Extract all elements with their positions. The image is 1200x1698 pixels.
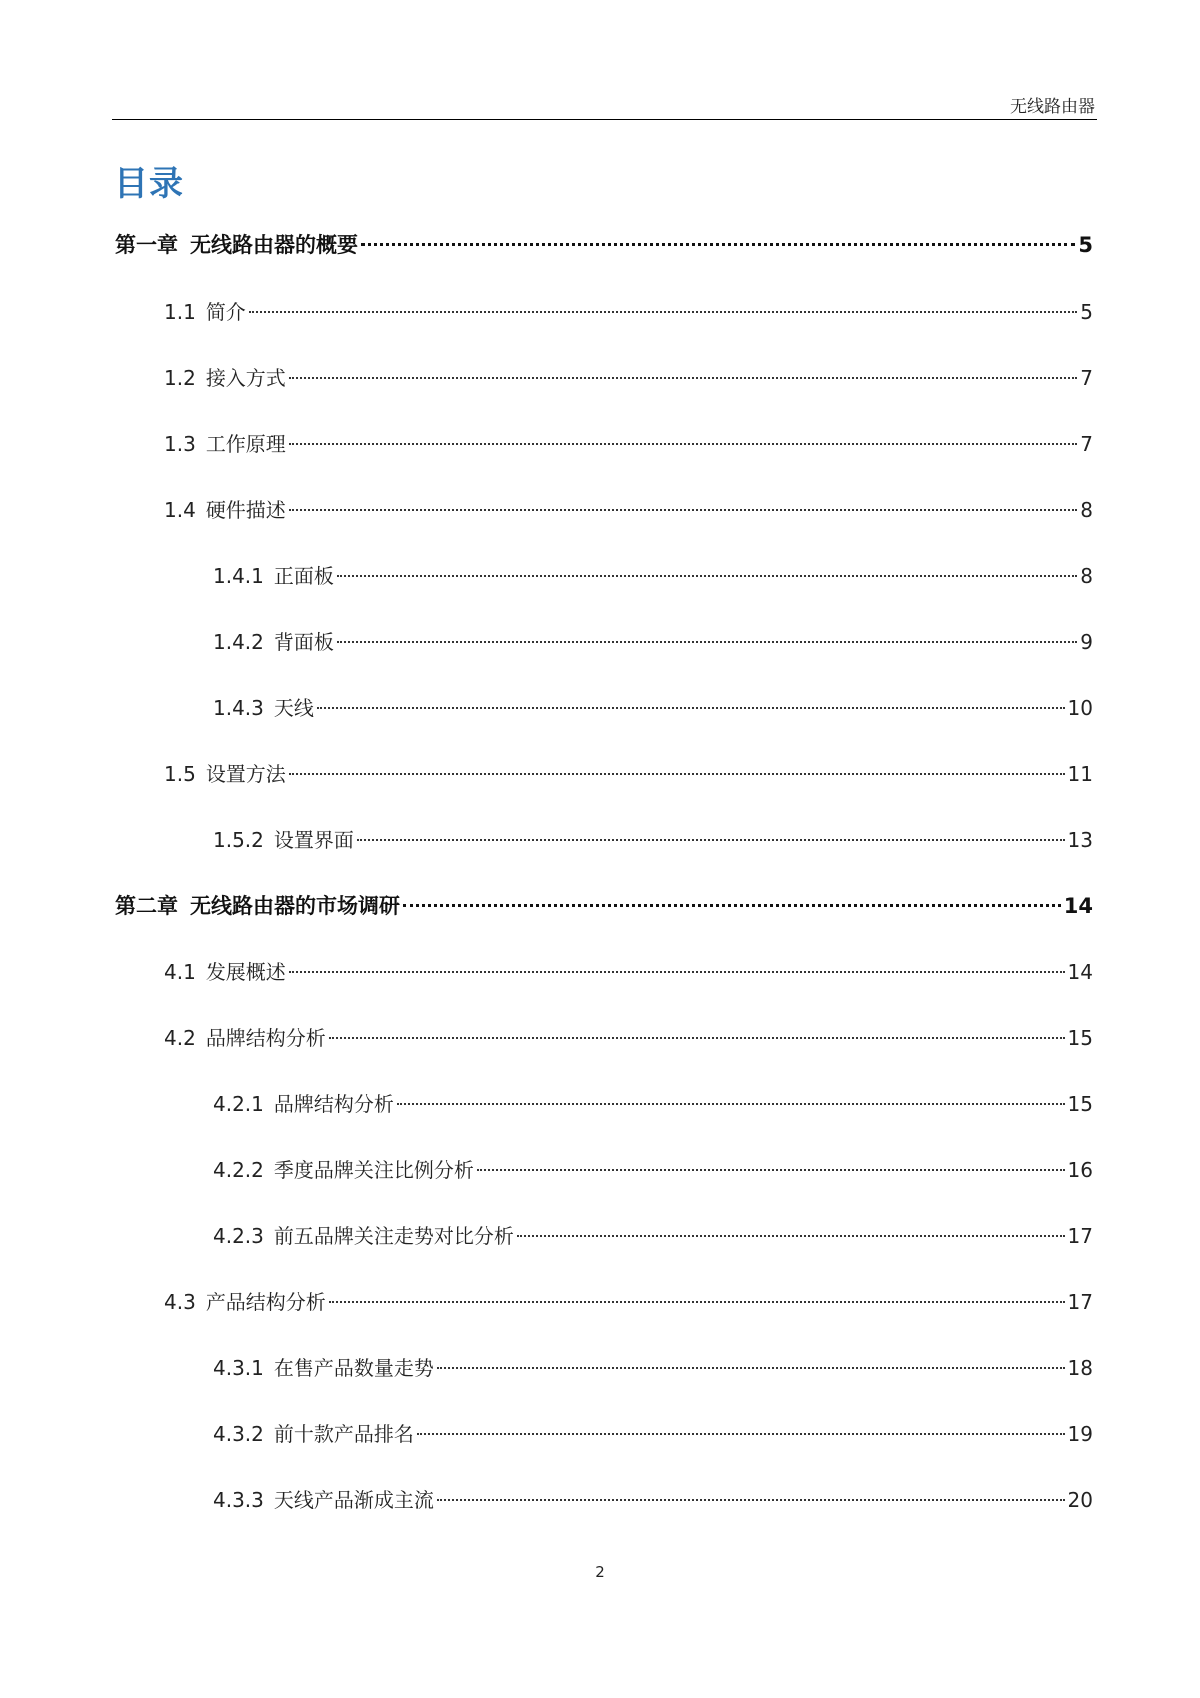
toc-label: 设置方法 bbox=[205, 762, 286, 786]
toc-title: 目录 bbox=[114, 164, 184, 204]
toc-number: 1.4.3 bbox=[213, 696, 264, 720]
toc-leader-dots bbox=[437, 1499, 1065, 1501]
toc-number: 1.3 bbox=[164, 432, 196, 456]
toc-page-number: 8 bbox=[1080, 498, 1093, 522]
toc-number: 1.1 bbox=[164, 300, 196, 324]
toc-label: 产品结构分析 bbox=[205, 1290, 326, 1314]
toc-page-number: 14 bbox=[1067, 960, 1093, 984]
toc-label: 品牌结构分析 bbox=[205, 1026, 326, 1050]
toc-leader-dots bbox=[337, 641, 1077, 643]
toc-number: 4.3 bbox=[164, 1290, 196, 1314]
toc-subsection[interactable] bbox=[213, 1221, 1093, 1251]
toc-leader-dots bbox=[477, 1169, 1065, 1171]
toc-page-number: 5 bbox=[1078, 233, 1093, 257]
toc-page-number: 17 bbox=[1067, 1224, 1093, 1248]
toc-page-number: 17 bbox=[1067, 1290, 1093, 1314]
toc-page-number: 19 bbox=[1067, 1422, 1093, 1446]
toc-page-number: 9 bbox=[1080, 630, 1093, 654]
toc-leader-dots bbox=[317, 707, 1065, 709]
toc-leader-dots bbox=[289, 443, 1077, 445]
toc-leader-dots bbox=[417, 1433, 1065, 1435]
toc-number: 4.3.1 bbox=[213, 1356, 264, 1380]
toc-label: 简介 bbox=[205, 300, 246, 324]
toc-label: 正面板 bbox=[273, 564, 334, 588]
toc-label: 无线路由器的市场调研 bbox=[190, 894, 400, 918]
toc-page-number: 14 bbox=[1063, 894, 1093, 918]
toc-page-number: 7 bbox=[1080, 432, 1093, 456]
toc-label: 天线 bbox=[273, 696, 314, 720]
toc-number: 4.2.3 bbox=[213, 1224, 264, 1248]
toc-leader-dots bbox=[437, 1367, 1065, 1369]
running-header: 无线路由器 bbox=[1010, 97, 1095, 117]
toc-leader-dots bbox=[329, 1301, 1065, 1303]
header-rule bbox=[112, 119, 1097, 120]
toc-number: 1.4.1 bbox=[213, 564, 264, 588]
toc-leader-dots bbox=[289, 971, 1065, 973]
toc-number: 第一章 bbox=[115, 233, 178, 257]
toc-subsection[interactable] bbox=[213, 1485, 1093, 1515]
toc-number: 4.2.1 bbox=[213, 1092, 264, 1116]
toc-section[interactable] bbox=[164, 495, 1093, 525]
toc-leader-dots bbox=[357, 839, 1065, 841]
toc-subsection[interactable] bbox=[213, 693, 1093, 723]
toc-page-number: 15 bbox=[1067, 1026, 1093, 1050]
toc-leader-dots bbox=[249, 311, 1077, 313]
toc-section[interactable] bbox=[164, 363, 1093, 393]
toc-leader-dots bbox=[403, 904, 1061, 907]
toc-subsection[interactable] bbox=[213, 561, 1093, 591]
toc-label: 前五品牌关注走势对比分析 bbox=[273, 1224, 514, 1248]
toc-label: 前十款产品排名 bbox=[273, 1422, 414, 1446]
toc-leader-dots bbox=[337, 575, 1077, 577]
toc-page-number: 5 bbox=[1080, 300, 1093, 324]
toc-number: 4.1 bbox=[164, 960, 196, 984]
toc-label: 硬件描述 bbox=[205, 498, 286, 522]
toc-chapter[interactable] bbox=[115, 891, 1093, 921]
toc-number: 1.5.2 bbox=[213, 828, 264, 852]
toc-number: 1.2 bbox=[164, 366, 196, 390]
toc-label: 接入方式 bbox=[205, 366, 286, 390]
toc-label: 在售产品数量走势 bbox=[273, 1356, 434, 1380]
toc-leader-dots bbox=[397, 1103, 1065, 1105]
toc-number: 第二章 bbox=[115, 894, 178, 918]
toc-page-number: 11 bbox=[1067, 762, 1093, 786]
toc-section[interactable] bbox=[164, 957, 1093, 987]
toc-leader-dots bbox=[289, 377, 1077, 379]
toc-leader-dots bbox=[329, 1037, 1065, 1039]
toc-label: 设置界面 bbox=[273, 828, 354, 852]
toc-number: 4.2 bbox=[164, 1026, 196, 1050]
toc-section[interactable] bbox=[164, 1287, 1093, 1317]
toc-leader-dots bbox=[361, 243, 1075, 246]
toc-section[interactable] bbox=[164, 759, 1093, 789]
toc-subsection[interactable] bbox=[213, 1419, 1093, 1449]
toc-page-number: 13 bbox=[1067, 828, 1093, 852]
toc-subsection[interactable] bbox=[213, 1089, 1093, 1119]
toc-page-number: 18 bbox=[1067, 1356, 1093, 1380]
toc-number: 1.4 bbox=[164, 498, 196, 522]
toc-label: 工作原理 bbox=[205, 432, 286, 456]
toc-label: 发展概述 bbox=[205, 960, 286, 984]
toc-label: 季度品牌关注比例分析 bbox=[273, 1158, 474, 1182]
toc-chapter[interactable] bbox=[115, 230, 1093, 260]
toc-page-number: 16 bbox=[1067, 1158, 1093, 1182]
toc-subsection[interactable] bbox=[213, 1155, 1093, 1185]
toc-label: 天线产品渐成主流 bbox=[273, 1488, 434, 1512]
toc-label: 无线路由器的概要 bbox=[190, 233, 358, 257]
page-number: 2 bbox=[595, 1563, 605, 1581]
toc-leader-dots bbox=[289, 773, 1065, 775]
toc-number: 4.2.2 bbox=[213, 1158, 264, 1182]
toc-subsection[interactable] bbox=[213, 825, 1093, 855]
toc-number: 1.5 bbox=[164, 762, 196, 786]
toc-label: 背面板 bbox=[273, 630, 334, 654]
toc-page-number: 10 bbox=[1067, 696, 1093, 720]
toc-section[interactable] bbox=[164, 297, 1093, 327]
toc-subsection[interactable] bbox=[213, 627, 1093, 657]
toc-number: 1.4.2 bbox=[213, 630, 264, 654]
toc-page-number: 7 bbox=[1080, 366, 1093, 390]
toc-page-number: 8 bbox=[1080, 564, 1093, 588]
toc-section[interactable] bbox=[164, 1023, 1093, 1053]
toc-number: 4.3.2 bbox=[213, 1422, 264, 1446]
toc-subsection[interactable] bbox=[213, 1353, 1093, 1383]
toc-page-number: 20 bbox=[1067, 1488, 1093, 1512]
toc-label: 品牌结构分析 bbox=[273, 1092, 394, 1116]
toc-section[interactable] bbox=[164, 429, 1093, 459]
toc-page-number: 15 bbox=[1067, 1092, 1093, 1116]
toc-leader-dots bbox=[517, 1235, 1065, 1237]
toc-leader-dots bbox=[289, 509, 1077, 511]
toc-number: 4.3.3 bbox=[213, 1488, 264, 1512]
